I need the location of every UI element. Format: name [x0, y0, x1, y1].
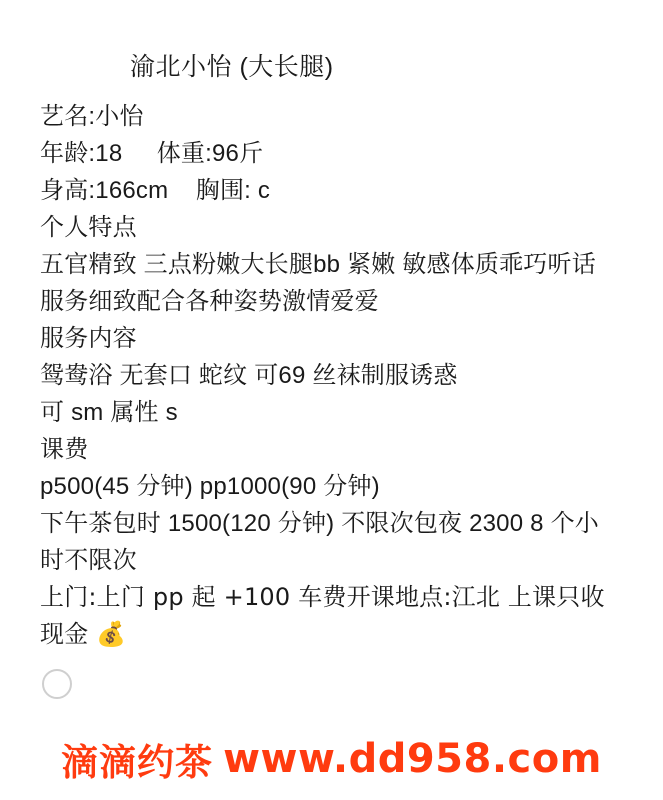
radio-button-unselected[interactable]	[42, 669, 72, 699]
body-line: 上门:上门 pp 起 +100 车费开课地点:江北 上课只收现金 💰	[40, 583, 605, 648]
body-line: 个人特点	[40, 214, 137, 241]
body-line: 下午茶包时 1500(120 分钟) 不限次包夜 2300 8 个小时不限次	[40, 510, 599, 574]
footer-watermark	[0, 732, 663, 786]
footer-url-label: www.dd958.com	[223, 736, 602, 782]
page-title: 渝北小怡 (大长腿)	[130, 53, 334, 81]
body-line: 鸳鸯浴 无套口 蛇纹 可69 丝袜制服诱惑	[40, 362, 458, 389]
body-line: 身高:166cm 胸围: c	[40, 177, 271, 204]
body-line: p500(45 分钟) pp1000(90 分钟)	[40, 473, 380, 500]
body-line: 年龄:18 体重:96斤	[40, 140, 264, 167]
body-line: 五官精致 三点粉嫩大长腿bb 紧嫩 敏感体质乖巧听话 服务细致配合各种姿势激情爱爱	[40, 251, 603, 315]
radio-row	[40, 669, 623, 699]
body-line: 可 sm 属性 s	[40, 399, 178, 426]
footer-brand-label: 滴滴约茶	[61, 742, 214, 783]
body-line: 课费	[40, 436, 89, 463]
document-body	[40, 98, 623, 653]
body-line: 服务内容	[40, 325, 137, 352]
body-line: 艺名:小怡	[40, 103, 144, 130]
